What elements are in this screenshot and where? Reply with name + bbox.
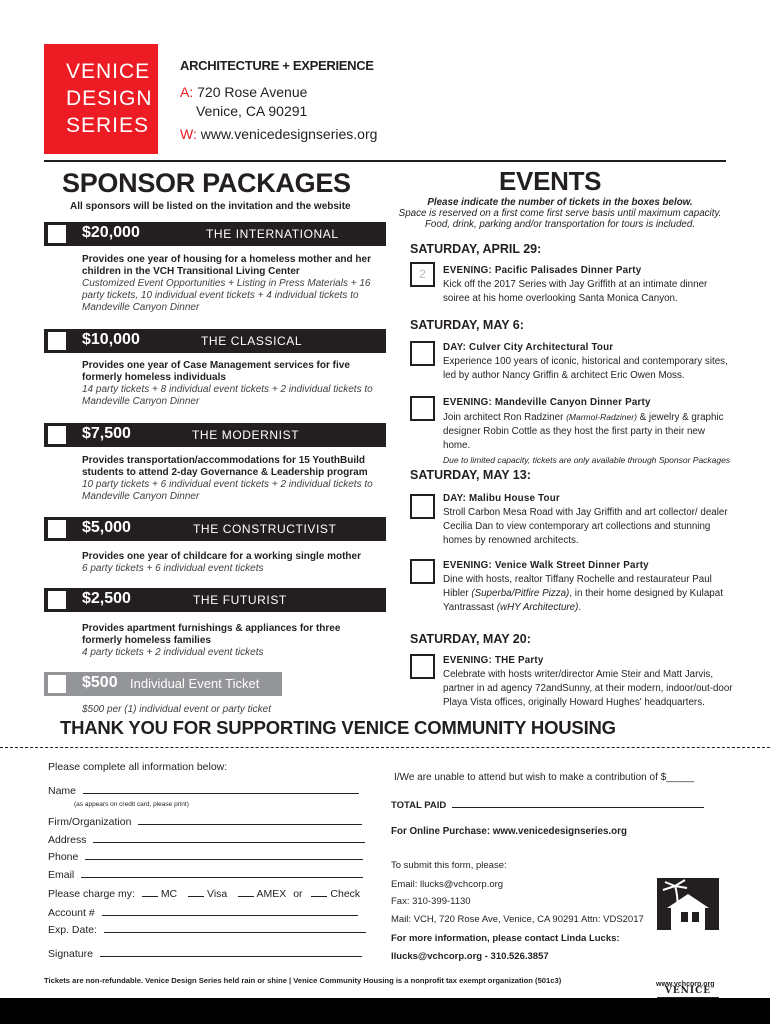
event-text: Join architect Ron Radziner xyxy=(443,412,567,423)
form-intro: Please complete all information below: xyxy=(48,761,228,773)
package-description xyxy=(82,551,382,575)
package-description xyxy=(82,360,382,408)
event-date: SATURDAY, MAY 20: xyxy=(410,632,531,646)
package-5000[interactable] xyxy=(44,517,386,541)
event-title: DAY: Culver City Architectural Tour xyxy=(443,342,614,353)
payment-method-row xyxy=(48,887,360,900)
address-line1: 720 Rose Avenue xyxy=(197,84,308,100)
address-label: A: xyxy=(180,84,194,100)
visa-checkbox-line[interactable] xyxy=(188,887,204,897)
charge-label: Please charge my: xyxy=(48,888,135,900)
vch-url[interactable]: www.vchcorp.org xyxy=(656,981,715,988)
total-paid-field[interactable] xyxy=(391,798,704,811)
address-field[interactable] xyxy=(48,833,365,846)
package-10000[interactable] xyxy=(44,329,386,353)
event-item xyxy=(443,654,733,710)
event-item xyxy=(443,396,733,468)
option-mc: MC xyxy=(160,888,178,900)
option-or: or xyxy=(293,888,303,900)
org-field[interactable] xyxy=(48,815,362,828)
package-price: $10,000 xyxy=(82,331,140,348)
event-date: SATURDAY, MAY 13: xyxy=(410,468,531,482)
ticket-count-box[interactable] xyxy=(410,494,435,519)
tagline: ARCHITECTURE + EXPERIENCE xyxy=(180,58,374,73)
package-price: $2,500 xyxy=(82,590,131,607)
events-instruction: Please indicate the number of tickets in the boxes below. xyxy=(427,197,693,208)
package-name: THE CONSTRUCTIVIST xyxy=(193,522,337,536)
sponsor-subtitle: All sponsors will be listed on the invitation and the website xyxy=(70,201,351,212)
contribution-line[interactable]: I/We are unable to attend but wish to make a contribution of $_____ xyxy=(394,772,695,783)
event-text-italic: (Superba/Pitfire Pizza) xyxy=(471,588,570,599)
contact-info[interactable]: llucks@vchcorp.org - 310.526.3857 xyxy=(391,951,549,962)
web-label: W: xyxy=(180,126,197,142)
ticket-count-box[interactable] xyxy=(410,396,435,421)
email-input-line[interactable] xyxy=(81,868,363,878)
phone-input-line[interactable] xyxy=(85,850,363,860)
package-description xyxy=(82,704,382,716)
event-note: Due to limited capacity, tickets are only available through Sponsor Packages xyxy=(443,455,731,465)
event-text: , in their home designed by Kulapat Yantrassast xyxy=(443,588,723,613)
event-text: Experience 100 years of iconic, historical and contemporary sites, led by author Nancy Griffin & architect Eric Owen Moss. xyxy=(443,356,728,381)
name-field[interactable] xyxy=(48,784,359,797)
event-title: EVENING: THE Party xyxy=(443,655,544,666)
email-field[interactable] xyxy=(48,868,363,881)
check-checkbox-line[interactable] xyxy=(311,887,327,897)
package-detail: 10 party tickets + 6 individual event tickets + 2 individual tickets to Mandeville Canyon Dinner xyxy=(82,479,373,502)
event-item xyxy=(443,559,733,615)
option-check: Check xyxy=(330,888,361,900)
submit-fax: Fax: 310-399-1130 xyxy=(391,896,471,907)
events-instructions xyxy=(395,197,725,230)
signature-input-line[interactable] xyxy=(100,947,362,957)
website-row xyxy=(180,124,377,145)
logo-line: DESIGN xyxy=(66,87,153,110)
event-item xyxy=(443,341,733,383)
footer-bar xyxy=(0,998,770,1024)
logo-line: SERIES xyxy=(66,114,150,137)
total-label: TOTAL PAID xyxy=(391,800,447,811)
event-text: Celebrate with hosts writer/director Amie Steir and Matt Jarvis, partner in ad agency 72andSunny, at their modern, indoor/out-door Playa Vista offices, originally Howard Hughes' headquarters. xyxy=(443,669,733,708)
option-visa: Visa xyxy=(207,888,228,900)
event-text: & jewelry & graphic designer Robin Cottle as they host the first party in their new home. xyxy=(443,412,724,451)
package-price: $5,000 xyxy=(82,519,131,536)
org-label: Firm/Organization xyxy=(48,816,132,828)
package-detail: 6 party tickets + 6 individual event tickets xyxy=(82,563,264,574)
signature-field[interactable] xyxy=(48,947,362,960)
ticket-count-box[interactable]: 2 xyxy=(410,262,435,287)
more-info: For more information, please contact Linda Lucks: xyxy=(391,933,620,944)
cut-line xyxy=(0,747,770,748)
package-checkbox[interactable] xyxy=(48,225,66,243)
account-input-line[interactable] xyxy=(102,906,358,916)
name-label: Name xyxy=(48,785,77,797)
package-name: THE CLASSICAL xyxy=(201,334,303,348)
package-price: $7,500 xyxy=(82,425,131,442)
vch-logo-icon xyxy=(657,878,719,982)
online-purchase[interactable]: For Online Purchase: www.venicedesignseries.org xyxy=(391,826,627,837)
submit-email[interactable]: Email: llucks@vchcorp.org xyxy=(391,879,504,890)
event-date: SATURDAY, APRIL 29: xyxy=(410,242,542,256)
exp-input-line[interactable] xyxy=(104,923,366,933)
event-date: SATURDAY, MAY 6: xyxy=(410,318,524,332)
event-text: Kick off the 2017 Series with Jay Griffith at an intimate dinner soiree at his home overlooking Santa Monica Canyon. xyxy=(443,279,708,304)
package-benefit: Provides one year of childcare for a working single mother xyxy=(82,551,361,562)
package-detail: $500 per (1) individual event or party ticket xyxy=(82,704,271,715)
ticket-count-box[interactable] xyxy=(410,654,435,679)
package-name: THE FUTURIST xyxy=(193,593,287,607)
package-detail: 14 party tickets + 8 individual event tickets + 2 individual tickets to Mandeville Canyon Dinner xyxy=(82,384,373,407)
org-input-line[interactable] xyxy=(138,815,362,825)
event-title: EVENING: Venice Walk Street Dinner Party xyxy=(443,560,649,571)
events-note: Food, drink, parking and/or transportation for tours is included. xyxy=(424,219,696,230)
website-link[interactable]: www.venicedesignseries.org xyxy=(200,126,378,142)
phone-label: Phone xyxy=(48,851,79,863)
event-item xyxy=(443,264,733,306)
signature-label: Signature xyxy=(48,948,93,960)
ticket-count-box[interactable] xyxy=(410,559,435,584)
package-name: THE MODERNIST xyxy=(192,428,300,442)
address xyxy=(180,82,307,103)
package-detail: 4 party tickets + 2 individual event tickets xyxy=(82,647,264,658)
package-name: THE INTERNATIONAL xyxy=(206,227,339,241)
package-benefit: Provides apartment furnishings & appliances for three formerly homeless families xyxy=(82,623,341,646)
address-input-line[interactable] xyxy=(93,833,365,843)
package-name: Individual Event Ticket xyxy=(130,676,260,691)
package-checkbox[interactable] xyxy=(48,426,66,444)
submit-intro: To submit this form, please: xyxy=(391,860,507,871)
package-benefit: Provides transportation/accommodations for 15 YouthBuild students to attend 2-day Governance & Leadership program xyxy=(82,455,368,478)
event-text-italic: (wHY Architecture) xyxy=(496,602,579,613)
package-checkbox[interactable] xyxy=(48,332,66,350)
amex-checkbox-line[interactable] xyxy=(238,887,254,897)
event-text-italic: (Marmol-Radziner) xyxy=(566,412,637,422)
package-price: $20,000 xyxy=(82,224,140,241)
mc-checkbox-line[interactable] xyxy=(142,887,158,897)
thank-you-heading: THANK YOU FOR SUPPORTING VENICE COMMUNITY HOUSING xyxy=(60,717,616,738)
sponsor-packages-title: SPONSOR PACKAGES xyxy=(62,168,351,198)
venice-design-series-logo xyxy=(44,44,158,154)
package-description xyxy=(82,455,382,503)
package-2500[interactable] xyxy=(44,588,386,612)
package-checkbox[interactable] xyxy=(48,675,66,693)
package-20000[interactable] xyxy=(44,222,386,246)
package-description xyxy=(82,254,382,314)
name-input-line[interactable] xyxy=(83,784,359,794)
name-hint: (as appears on credit card, please print) xyxy=(74,801,189,808)
event-title: DAY: Malibu House Tour xyxy=(443,493,560,504)
ticket-count-box[interactable] xyxy=(410,341,435,366)
package-500[interactable] xyxy=(44,672,282,696)
package-description xyxy=(82,623,382,659)
event-text: . xyxy=(578,602,582,613)
package-checkbox[interactable] xyxy=(48,591,66,609)
package-price: $500 xyxy=(82,674,118,691)
package-7500[interactable] xyxy=(44,423,386,447)
events-note: Space is reserved on a first come first serve basis until maximum capacity. xyxy=(398,208,722,219)
submit-mail: Mail: VCH, 720 Rose Ave, Venice, CA 90291 Attn: VDS2017 xyxy=(391,914,644,925)
package-checkbox[interactable] xyxy=(48,520,66,538)
exp-label: Exp. Date: xyxy=(48,924,98,936)
events-title: EVENTS xyxy=(499,166,602,196)
event-text: Dine with hosts, realtor Tiffany Rochelle and restaurateur Paul Hibler xyxy=(443,574,712,599)
account-label: Account # xyxy=(48,907,95,919)
event-item xyxy=(443,492,733,548)
package-detail: Customized Event Opportunities + Listing in Press Materials + 16 party tickets, 10 individual event tickets + 4 individual tickets to Mandeville Canyon Dinner xyxy=(82,278,371,313)
address-line2: Venice, CA 90291 xyxy=(196,103,308,119)
event-text: Stroll Carbon Mesa Road with Jay Griffith and art collector/ dealer Cecilia Dan to view contemporary art collections and stunning homes by renowned architects. xyxy=(443,507,728,546)
vch-logo-line: VENICE xyxy=(664,986,712,996)
footer-disclaimer: Tickets are non-refundable. Venice Design Series held rain or shine | Venice Community Housing is a nonprofit tax exempt organization (501c3) xyxy=(44,976,562,985)
option-amex: AMEX xyxy=(256,888,287,900)
header-divider xyxy=(44,160,726,162)
event-title: EVENING: Mandeville Canyon Dinner Party xyxy=(443,397,651,408)
phone-field[interactable] xyxy=(48,850,363,863)
account-field[interactable] xyxy=(48,906,358,919)
package-benefit: Provides one year of Case Management services for five formerly homeless individuals xyxy=(82,360,350,383)
total-input-line[interactable] xyxy=(452,798,704,808)
address-label-form: Address xyxy=(48,834,87,846)
exp-field[interactable] xyxy=(48,923,366,936)
package-benefit: Provides one year of housing for a homeless mother and her children in the VCH Transitional Living Center xyxy=(82,254,371,277)
event-title: EVENING: Pacific Palisades Dinner Party xyxy=(443,265,642,276)
logo-line: VENICE xyxy=(66,60,151,83)
email-label: Email xyxy=(48,869,75,881)
